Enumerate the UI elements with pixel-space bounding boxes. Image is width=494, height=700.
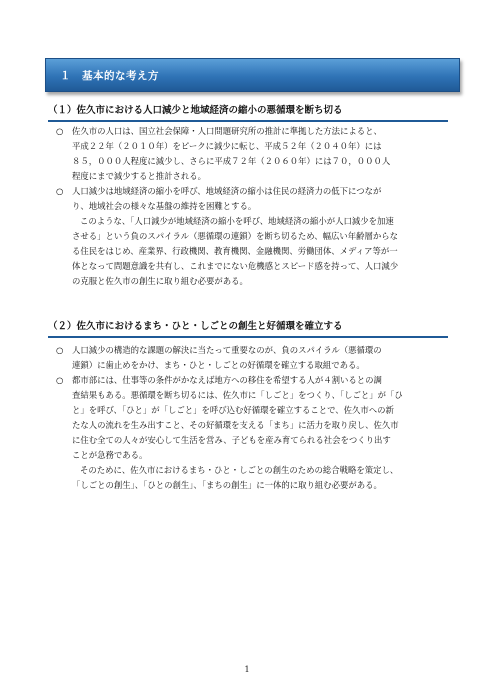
bullet-icon: ○ [56,375,64,385]
text-line: 体となって問題意識を共有し、これまでにない危機感とスピード感を持って、人口減少 [72,261,399,271]
section2-paragraph-3 [56,463,448,493]
text-line: 平成２２年（２０１０年）をピークに減少に転じ、平成５２年（２０４０年）には [72,141,382,151]
page-number: 1 [244,665,250,674]
text-line: の克服と佐久市の創生に取り組む必要がある。 [72,276,248,286]
text-line: たな人の流れを生み出すこと、その好循環を支える「まち」に活力を取り戻し、佐久市 [72,420,399,430]
section2-paragraph-1 [56,343,448,373]
text-line: 人口減少の構造的な課題の解決に当たって重要なのが、負のスパイラル（悪循環の [72,345,382,355]
text-line: 「しごとの創生」、「ひとの創生」、「まちの創生」に一体的に取り組む必要がある。 [72,480,382,490]
text-line: に住む全ての人々が安心して生活を営み、子どもを産み育てられる社会をつくり出す [72,435,391,445]
text-line: このような、「人口減少が地域経済の縮小を呼び、地域経済の縮小が人口減少を加速 [80,216,394,226]
bullet-icon: ○ [56,126,64,136]
text-line: り、地域社会の様々な基盤の維持を困難とする。 [72,201,257,211]
text-line: る住民をはじめ、産業界、行政機関、教育機関、金融機関、労働団体、メディア等が一 [72,246,398,256]
chapter-title: １ 基本的な考え方 [60,70,159,82]
section1-paragraph-1 [56,124,448,184]
text-line: と」を呼び、「ひと」が「しごと」を呼び込む好循環を確立することで、佐久市への新 [72,405,394,415]
text-line: 佐久市の人口は、国立社会保障・人口問題研究所の推計に準拠した方法によると、 [72,126,382,136]
text-line: させる」という負のスパイラル（悪循環の連鎖）を断ち切るため、幅広い年齢層からな [72,231,399,241]
chapter-banner [45,58,460,92]
text-line: 査結果もある。悪循環を断ち切るには、佐久市に「しごと」をつくり、「しごと」が「ひ [72,390,403,400]
bullet-icon: ○ [56,345,64,355]
section-heading-2: （２）佐久市におけるまち・ひと・しごとの創生と好循環を確立する [48,320,448,338]
text-line: そのために、佐久市におけるまち・ひと・しごとの創生のための総合戦略を策定し、 [80,465,399,475]
text-line: ８５，０００人程度に減少し、さらに平成７２年（２０６０年）には７０，０００人 [72,156,391,166]
text-line: 人口減少は地域経済の縮小を呼び、地域経済の縮小は住民の経済力の低下につなが [72,186,382,196]
section2-paragraph-2 [56,373,448,463]
bullet-icon: ○ [56,186,64,196]
section1-paragraph-3 [56,214,448,289]
section-heading-1: （１）佐久市における人口減少と地域経済の縮小の悪循環を断ち切る [48,104,448,122]
text-line: 程度にまで減少すると推計される。 [72,171,206,181]
text-line: ことが急務である。 [72,450,148,460]
text-line: 連鎖）に歯止めをかけ、まち・ひと・しごとの好循環を確立する取組である。 [72,360,365,370]
section1-paragraph-2 [56,184,448,214]
text-line: 都市部には、仕事等の条件がかなえば地方への移住を希望する人が４割いるとの調 [72,375,382,385]
